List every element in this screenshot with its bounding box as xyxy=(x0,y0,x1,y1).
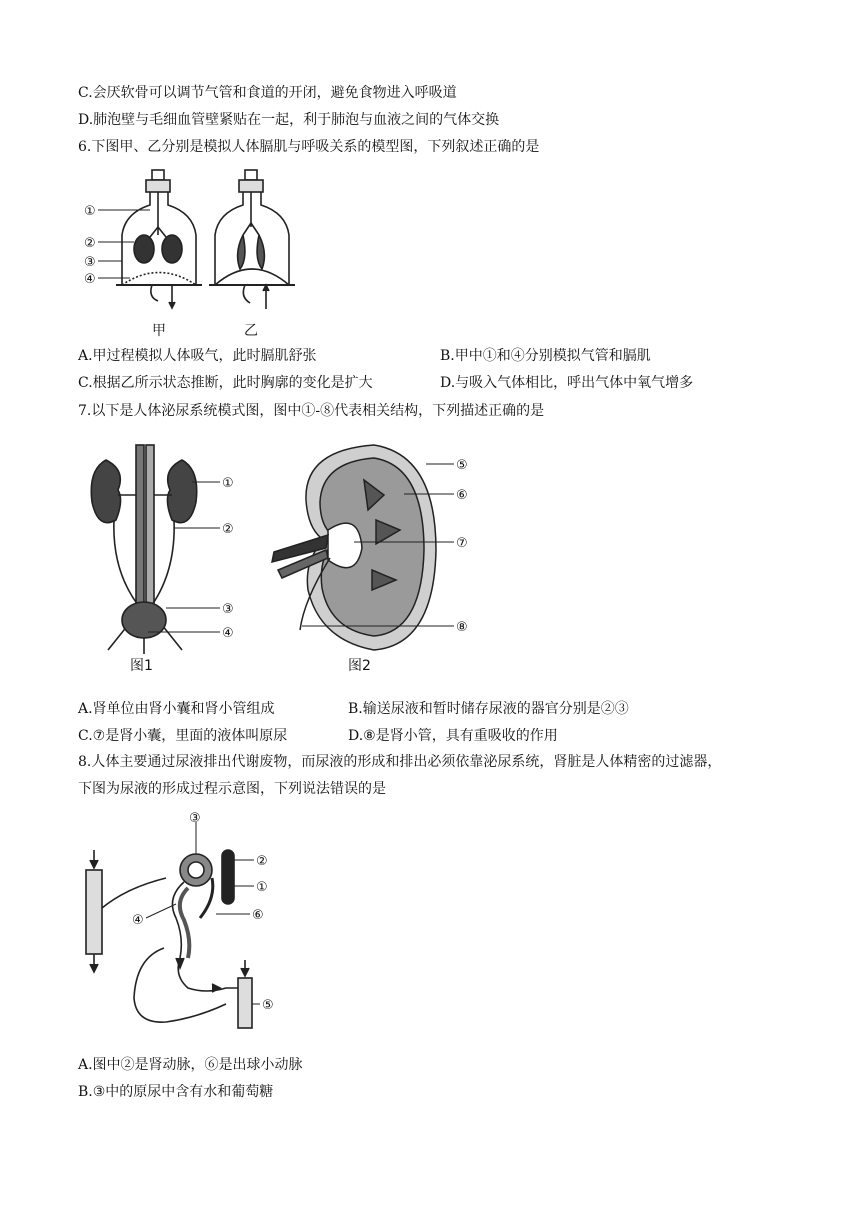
bell-jar-yi xyxy=(209,170,295,309)
q7-caption-fig2: 图2 xyxy=(348,658,371,674)
q5-option-c: C.会厌软骨可以调节气管和食道的开闭，避免食物进入呼吸道 xyxy=(78,85,457,101)
q7-label-3: ③ xyxy=(222,602,234,617)
q8-option-b: B.③中的原尿中含有水和葡萄糖 xyxy=(78,1084,274,1100)
q6-label-2: ② xyxy=(84,236,96,251)
q7-label-7: ⑦ xyxy=(456,536,468,551)
q8-label-3: ③ xyxy=(189,811,201,826)
q7-label-1: ① xyxy=(222,476,234,491)
q8-stem-line-1: 8.人体主要通过尿液排出代谢废物，而尿液的形成和排出必须依靠泌尿系统，肾脏是人体精密的过滤器， xyxy=(78,754,722,770)
q6-label-1: ① xyxy=(84,204,96,219)
q6-bell-jar-figure xyxy=(80,165,300,343)
q6-label-3: ③ xyxy=(84,255,96,270)
q7-stem: 7.以下是人体泌尿系统模式图，图中①-⑧代表相关结构，下列描述正确的是 xyxy=(78,403,545,419)
q7-label-2: ② xyxy=(222,522,234,537)
q8-nephron-figure xyxy=(76,808,296,1048)
q6-option-b: B.甲中①和④分别模拟气管和膈肌 xyxy=(440,348,651,364)
q8-label-6: ⑥ xyxy=(252,908,264,923)
q7-label-6: ⑥ xyxy=(456,488,468,503)
q6-option-c: C.根据乙所示状态推断，此时胸廓的变化是扩大 xyxy=(78,375,373,391)
q8-label-1: ① xyxy=(256,880,268,895)
q7-option-b: B.输送尿液和暂时储存尿液的器官分别是②③ xyxy=(348,701,629,717)
q7-label-4: ④ xyxy=(222,626,234,641)
q6-caption-jia: 甲 xyxy=(152,323,166,339)
q5-option-d: D.肺泡壁与毛细血管壁紧贴在一起，利于肺泡与血液之间的气体交换 xyxy=(78,112,500,128)
q7-label-5: ⑤ xyxy=(456,458,468,473)
q8-label-4: ④ xyxy=(132,913,144,928)
q8-option-a: A.图中②是肾动脉，⑥是出球小动脉 xyxy=(78,1057,303,1073)
q6-caption-yi: 乙 xyxy=(244,323,258,339)
q6-option-a: A.甲过程模拟人体吸气，此时膈肌舒张 xyxy=(78,348,317,364)
q6-label-4: ④ xyxy=(84,272,96,287)
q8-label-2: ② xyxy=(256,854,268,869)
q8-stem-line-2: 下图为尿液的形成过程示意图，下列说法错误的是 xyxy=(78,781,386,797)
q7-option-a: A.肾单位由肾小囊和肾小管组成 xyxy=(78,701,275,717)
q6-option-d: D.与吸入气体相比，呼出气体中氧气增多 xyxy=(440,375,694,391)
q7-urinary-system-figure-1 xyxy=(78,440,258,675)
q7-option-c: C.⑦是肾小囊，里面的液体叫原尿 xyxy=(78,728,288,744)
q7-option-d: D.⑧是肾小管，具有重吸收的作用 xyxy=(348,728,558,744)
bell-jar-jia xyxy=(116,170,202,308)
q7-kidney-section-figure-2 xyxy=(264,440,494,675)
q7-label-8: ⑧ xyxy=(456,620,468,635)
q6-stem: 6.下图甲、乙分别是模拟人体膈肌与呼吸关系的模型图，下列叙述正确的是 xyxy=(78,139,540,155)
q7-caption-fig1: 图1 xyxy=(130,658,153,674)
q8-label-5: ⑤ xyxy=(262,998,274,1013)
